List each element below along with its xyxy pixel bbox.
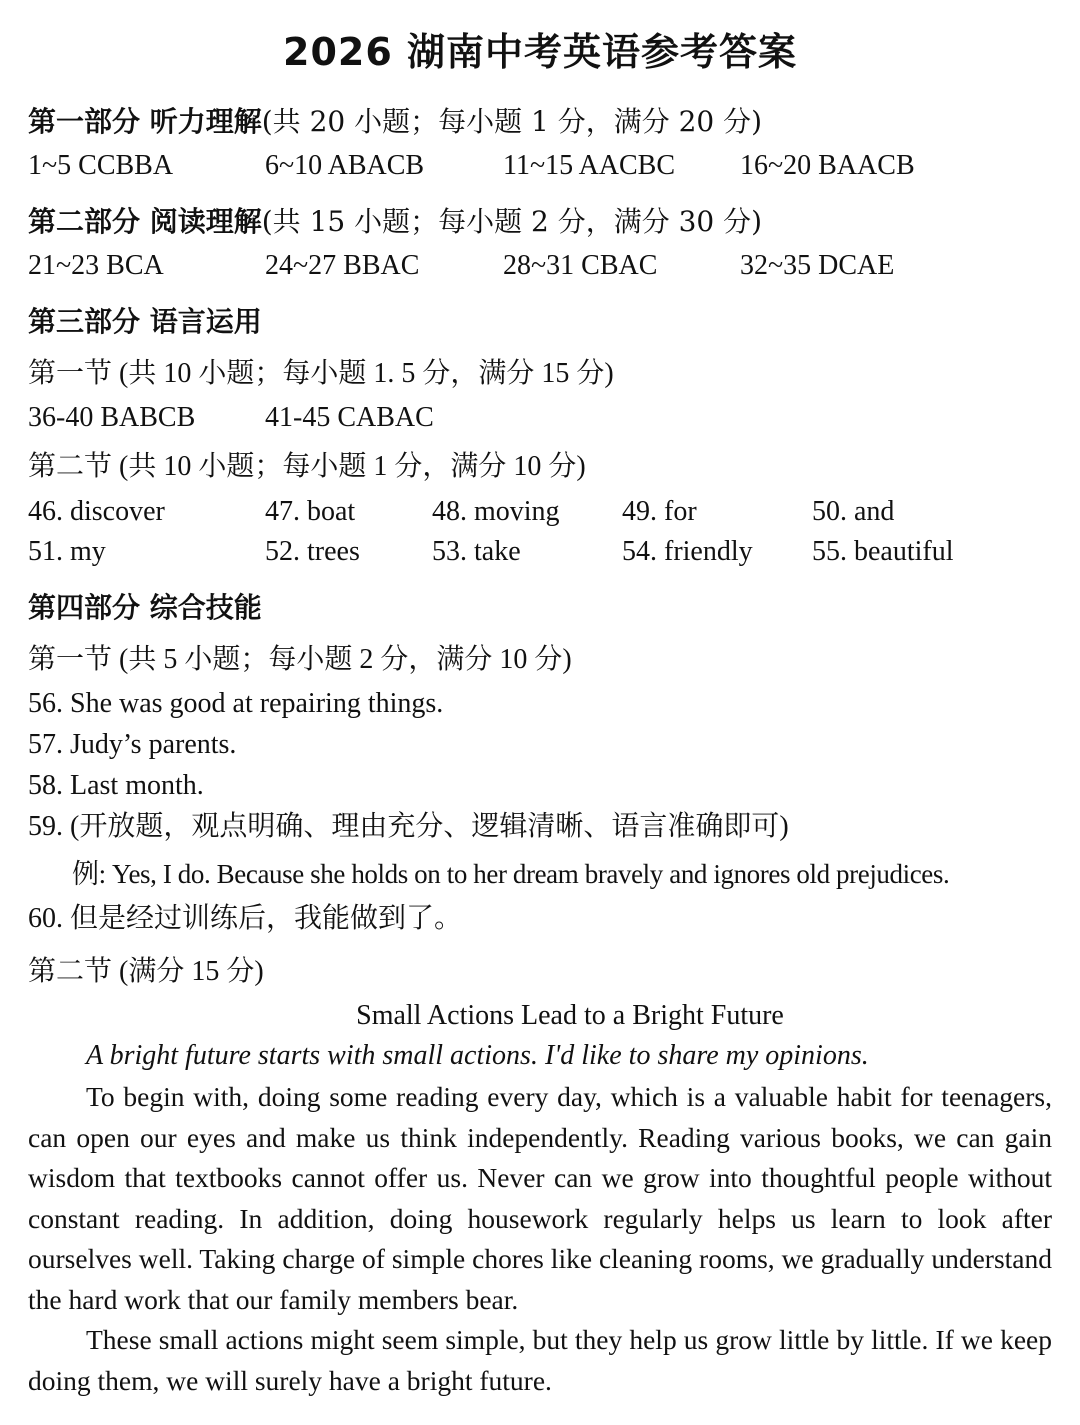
- cloze-answer: 53. take: [432, 536, 521, 567]
- part3-section2-heading: 第二节 (共 10 小题；每小题 1 分，满分 10 分): [28, 451, 586, 482]
- essay-paragraph: These small actions might seem simple, but they help us grow little by little. If we keep doing them, we will surely have a bright future.: [28, 1324, 1052, 1396]
- essay-intro: A bright future starts with small actions. I'd like to share my opinions.: [86, 1040, 869, 1071]
- cloze-answer: 52. trees: [265, 536, 360, 567]
- part4-section1-heading: 第一节 (共 5 小题；每小题 2 分，满分 10 分): [28, 644, 572, 675]
- part2-answer: 24~27 BBAC: [265, 250, 420, 281]
- cloze-answer: 50. and: [812, 496, 895, 527]
- page-title: 2026 湖南中考英语参考答案: [283, 30, 797, 74]
- part2-header: [28, 204, 762, 240]
- part1-heading: 第一部分 听力理解: [28, 105, 262, 138]
- answer-57: 57. Judy’s parents.: [28, 729, 237, 760]
- cloze-answer: 46. discover: [28, 496, 165, 527]
- part1-answer: 11~15 AACBC: [503, 150, 676, 181]
- part1-answer: 1~5 CCBBA: [28, 150, 174, 181]
- answer-58: 58. Last month.: [28, 770, 204, 801]
- essay-title: Small Actions Lead to a Bright Future: [356, 1000, 784, 1031]
- part2-answer: 32~35 DCAE: [740, 250, 895, 281]
- answer-59-example: 例: Yes, I do. Because she holds on to her dream bravely and ignores old prejudices.: [72, 859, 950, 889]
- part2-heading: 第二部分 阅读理解: [28, 205, 262, 238]
- cloze-answer: 49. for: [622, 496, 697, 527]
- answer-59: 59. (开放题，观点明确、理由充分、逻辑清晰、语言准确即可): [28, 811, 789, 842]
- part3-heading: 第三部分 语言运用: [28, 305, 262, 338]
- part3-section1-answer: 36-40 BABCB: [28, 402, 196, 433]
- part3-section1-heading: 第一节 (共 10 小题；每小题 1. 5 分，满分 15 分): [28, 358, 614, 389]
- part2-note: (共 15 小题；每小题 2 分，满分 30 分): [261, 205, 763, 238]
- cloze-answer: 55. beautiful: [812, 536, 954, 567]
- cloze-answer: 54. friendly: [622, 536, 753, 567]
- part4-section2-heading: 第二节 (满分 15 分): [28, 956, 264, 987]
- part2-answer: 21~23 BCA: [28, 250, 164, 281]
- part4-heading: 第四部分 综合技能: [28, 591, 262, 624]
- cloze-answer: 47. boat: [265, 496, 356, 527]
- cloze-answer: 48. moving: [432, 496, 560, 527]
- part1-answer: 16~20 BAACB: [740, 150, 915, 181]
- cloze-answer: 51. my: [28, 536, 106, 567]
- answer-60: 60. 但是经过训练后，我能做到了。: [28, 903, 463, 934]
- part1-answer: 6~10 ABACB: [265, 150, 425, 181]
- essay-paragraph: To begin with, doing some reading every day, which is a valuable habit for teenagers, can open our eyes and make us think independently. Reading various books, we can gain wisdom that textbooks cannot offer us. Never can we grow into thoughtful people without constant reading. In addition, doing housework regularly helps us learn to look after ourselves well. Taking charge of simple chores like cleaning rooms, we gradually understand the hard work that our family members bear.: [28, 1081, 1052, 1315]
- answer-56: 56. She was good at repairing things.: [28, 688, 444, 719]
- part1-note: (共 20 小题；每小题 1 分，满分 20 分): [261, 105, 763, 138]
- part2-answer: 28~31 CBAC: [503, 250, 658, 281]
- part3-section1-answer: 41-45 CABAC: [265, 402, 434, 433]
- part1-header: [28, 104, 762, 140]
